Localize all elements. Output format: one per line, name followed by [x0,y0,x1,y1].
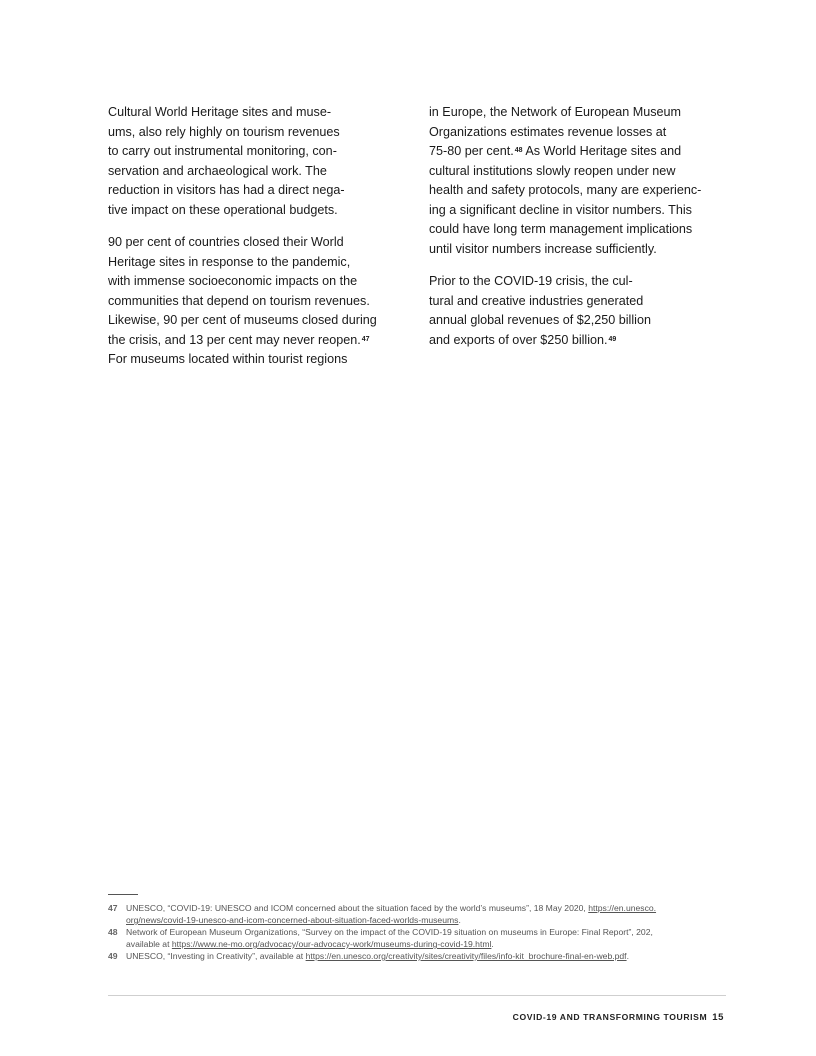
text-line: in Europe, the Network of European Museum [429,105,682,119]
text-line: ing a significant decline in visitor numbers. This [429,202,692,217]
footnote-line [126,914,718,926]
footnote-text: . [626,951,629,961]
text-line: could have long term management implications [429,222,693,236]
text-line: 90 per cent of countries closed their World [108,235,344,249]
footnotes [108,902,718,962]
footnote-text: available at [126,939,172,949]
text-line: to carry out instrumental monitoring, con- [108,144,337,158]
text-segment: and exports of over $250 billion. [429,332,608,347]
text-line: reduction in visitors has had a direct nega- [108,183,345,197]
text-line: annual global revenues of $2,250 billion [429,313,651,327]
text-line: ums, also rely highly on tourism revenues [108,124,340,139]
footnote-47 [108,902,718,926]
text-line: Heritage sites in response to the pandemic, [108,254,351,269]
text-line [429,331,714,351]
paragraph-creative-industries [429,272,714,350]
text-line: servation and archaeological work. The [108,163,327,178]
footnote-divider [108,894,138,895]
footer-divider [108,995,726,996]
footnote-text: UNESCO, “Investing in Creativity”, available at [126,951,306,961]
footnote-line [126,950,718,962]
footnote-line: Network of European Museum Organizations, “Survey on the impact of the COVID-19 situation on museums in Europe: Final Report”, 202, [126,927,653,937]
footnote-link[interactable]: https://www.ne-mo.org/advocacy/our-advocacy-work/museums-during-covid-19.html [171,939,492,949]
footnote-link[interactable]: https://en.unesco.org/creativity/sites/creativity/files/info-kit_brochure-final-en-web.pdf [305,951,627,961]
page-footer [513,1012,724,1023]
body-column-left [108,103,388,383]
text-segment: As World Heritage sites and [522,144,682,158]
text-line: health and safety protocols, many are experienc- [429,183,702,197]
text-line: Organizations estimates revenue losses at [429,124,667,139]
footer-title: COVID-19 AND TRANSFORMING TOURISM [512,1012,708,1022]
footnote-number: 49 [108,951,118,961]
footnote-line [126,938,718,950]
footnote-49 [108,950,718,962]
footnote-link[interactable]: org/news/covid-19-unesco-and-icom-concerned-about-situation-faced-worlds-museums [126,915,459,925]
text-line: communities that depend on tourism revenues. [108,293,370,308]
text-line: Prior to the COVID-19 crisis, the cul- [429,274,633,288]
footnote-text: . [458,915,461,925]
footnote-ref-48[interactable]: 48 [514,147,523,154]
footnote-number: 47 [108,903,118,913]
footnote-line [126,902,718,914]
paragraph-europe-losses [429,103,714,259]
text-line [429,142,714,162]
footnote-ref-49[interactable]: 49 [608,335,617,343]
paragraph-heritage-revenues [108,103,388,220]
text-line: For museums located within tourist regions [108,352,348,366]
footnote-link[interactable]: https://en.unesco. [588,903,657,913]
footnote-ref-47[interactable]: 47 [361,335,370,343]
text-line: cultural institutions slowly reopen under new [429,163,676,178]
text-segment: the crisis, and 13 per cent may never reopen. [108,332,361,347]
text-line: tive impact on these operational budgets. [108,202,338,217]
text-line: tural and creative industries generated [429,293,644,308]
paragraph-closures [108,233,388,370]
text-segment: 75-80 per cent. [429,144,514,158]
text-line: until visitor numbers increase sufficiently. [429,241,657,256]
text-line: with immense socioeconomic impacts on the [108,274,358,288]
footnote-48 [108,926,718,950]
footnote-number: 48 [108,927,118,937]
footnote-text: UNESCO, “COVID-19: UNESCO and ICOM concerned about the situation faced by the world’s museums”, 18 May 2020, [126,903,589,913]
page-number: 15 [712,1012,724,1023]
text-line: Cultural World Heritage sites and muse- [108,105,332,119]
body-column-right [429,103,714,363]
text-line: Likewise, 90 per cent of museums closed during [108,313,377,327]
footnote-text: . [491,939,494,949]
text-line [108,331,388,351]
